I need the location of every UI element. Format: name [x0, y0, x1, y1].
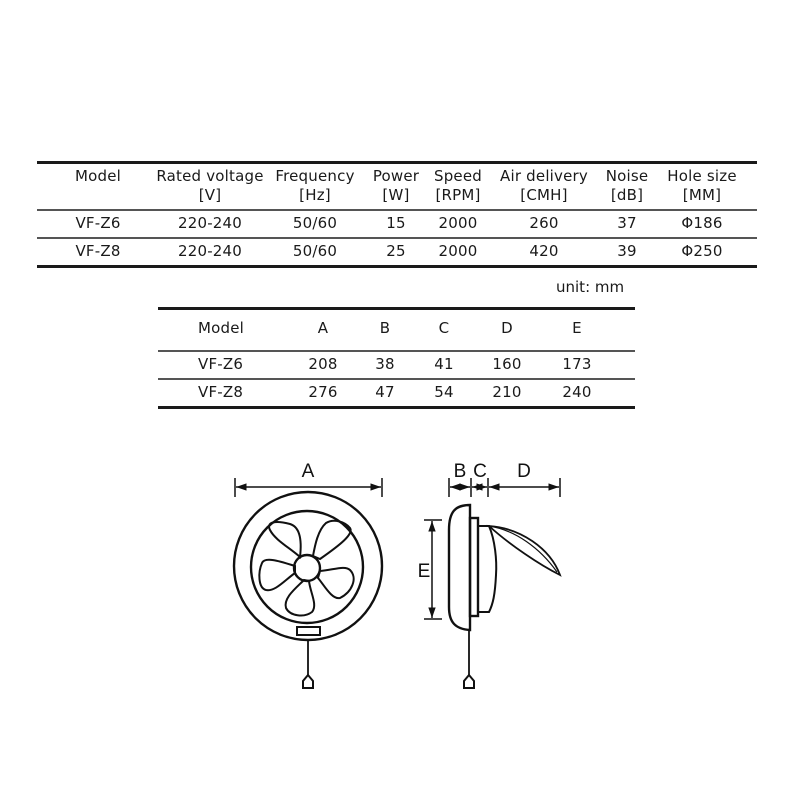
cell-power: 15 — [386, 214, 406, 232]
header-e: E — [572, 319, 582, 337]
header-label: Hole size — [667, 167, 737, 185]
pull-cord-handle — [464, 675, 474, 688]
header-unit: [CMH] — [520, 186, 568, 204]
cell-speed: 2000 — [438, 214, 478, 232]
cell-voltage: 220-240 — [177, 214, 243, 232]
motor-housing — [478, 526, 496, 612]
header-label: Rated voltage — [156, 167, 264, 185]
side-view — [418, 461, 560, 688]
header-b: B — [379, 319, 391, 337]
unit-label: unit: mm — [556, 278, 625, 296]
header-unit: [W] — [382, 186, 410, 204]
cell-d: 160 — [492, 355, 522, 373]
outer-ring — [234, 492, 382, 640]
cell-a: 276 — [308, 383, 338, 401]
shutter-flap — [489, 526, 560, 575]
cell-model: VF-Z8 — [198, 383, 244, 401]
hub — [294, 555, 320, 581]
cell-frequency: 50/60 — [292, 214, 338, 232]
cell-e: 240 — [562, 383, 592, 401]
header-label: Air delivery — [500, 167, 588, 185]
cell-c: 54 — [434, 383, 454, 401]
fan-blades — [259, 521, 353, 616]
cell-b: 47 — [375, 383, 395, 401]
front-view — [234, 461, 382, 688]
cell-frequency: 50/60 — [292, 242, 338, 260]
header-unit: [MM] — [682, 186, 722, 204]
cell-voltage: 220-240 — [177, 242, 243, 260]
cell-air-delivery: 420 — [529, 242, 559, 260]
cell-model: VF-Z6 — [198, 355, 244, 373]
header-c: C — [438, 319, 450, 337]
cell-hole-size: Φ250 — [681, 242, 723, 260]
header-label: Noise — [605, 167, 649, 185]
header-unit: [dB] — [610, 186, 644, 204]
header-label: Power — [372, 167, 420, 185]
header-label: Frequency — [275, 167, 355, 185]
header-a: A — [317, 319, 329, 337]
front-cover-profile — [449, 505, 470, 630]
header-model: Model — [198, 319, 245, 337]
fan-blade — [259, 560, 295, 590]
switch-slot — [297, 627, 320, 635]
inner-grille — [251, 511, 363, 623]
cell-noise: 37 — [617, 214, 637, 232]
cell-e: 173 — [562, 355, 592, 373]
cell-noise: 39 — [617, 242, 637, 260]
dimension-a-label: A — [301, 461, 315, 482]
cell-speed: 2000 — [438, 242, 478, 260]
cell-b: 38 — [375, 355, 395, 373]
cell-model: VF-Z6 — [75, 214, 121, 232]
header-unit: [V] — [198, 186, 222, 204]
dimension-d-label: D — [517, 461, 531, 482]
fan-blade — [269, 522, 301, 557]
dimension-e-label: E — [417, 561, 431, 582]
fan-blade — [286, 580, 315, 615]
cell-c: 41 — [434, 355, 454, 373]
cell-d: 210 — [492, 383, 522, 401]
dimension-b-label: B — [453, 461, 467, 482]
header-unit: [Hz] — [299, 186, 331, 204]
fan-blade — [318, 568, 354, 598]
header-d: D — [501, 319, 513, 337]
header-label: Model — [74, 167, 122, 185]
cell-a: 208 — [308, 355, 338, 373]
dimension-c-label: C — [473, 461, 487, 482]
header-unit: [RPM] — [435, 186, 481, 204]
cell-hole-size: Φ186 — [681, 214, 723, 232]
header-label: Speed — [433, 167, 483, 185]
shutter-flap-edge — [489, 526, 557, 572]
cell-model: VF-Z8 — [75, 242, 121, 260]
pull-cord-handle — [303, 675, 313, 688]
cell-air-delivery: 260 — [529, 214, 559, 232]
cell-power: 25 — [386, 242, 406, 260]
